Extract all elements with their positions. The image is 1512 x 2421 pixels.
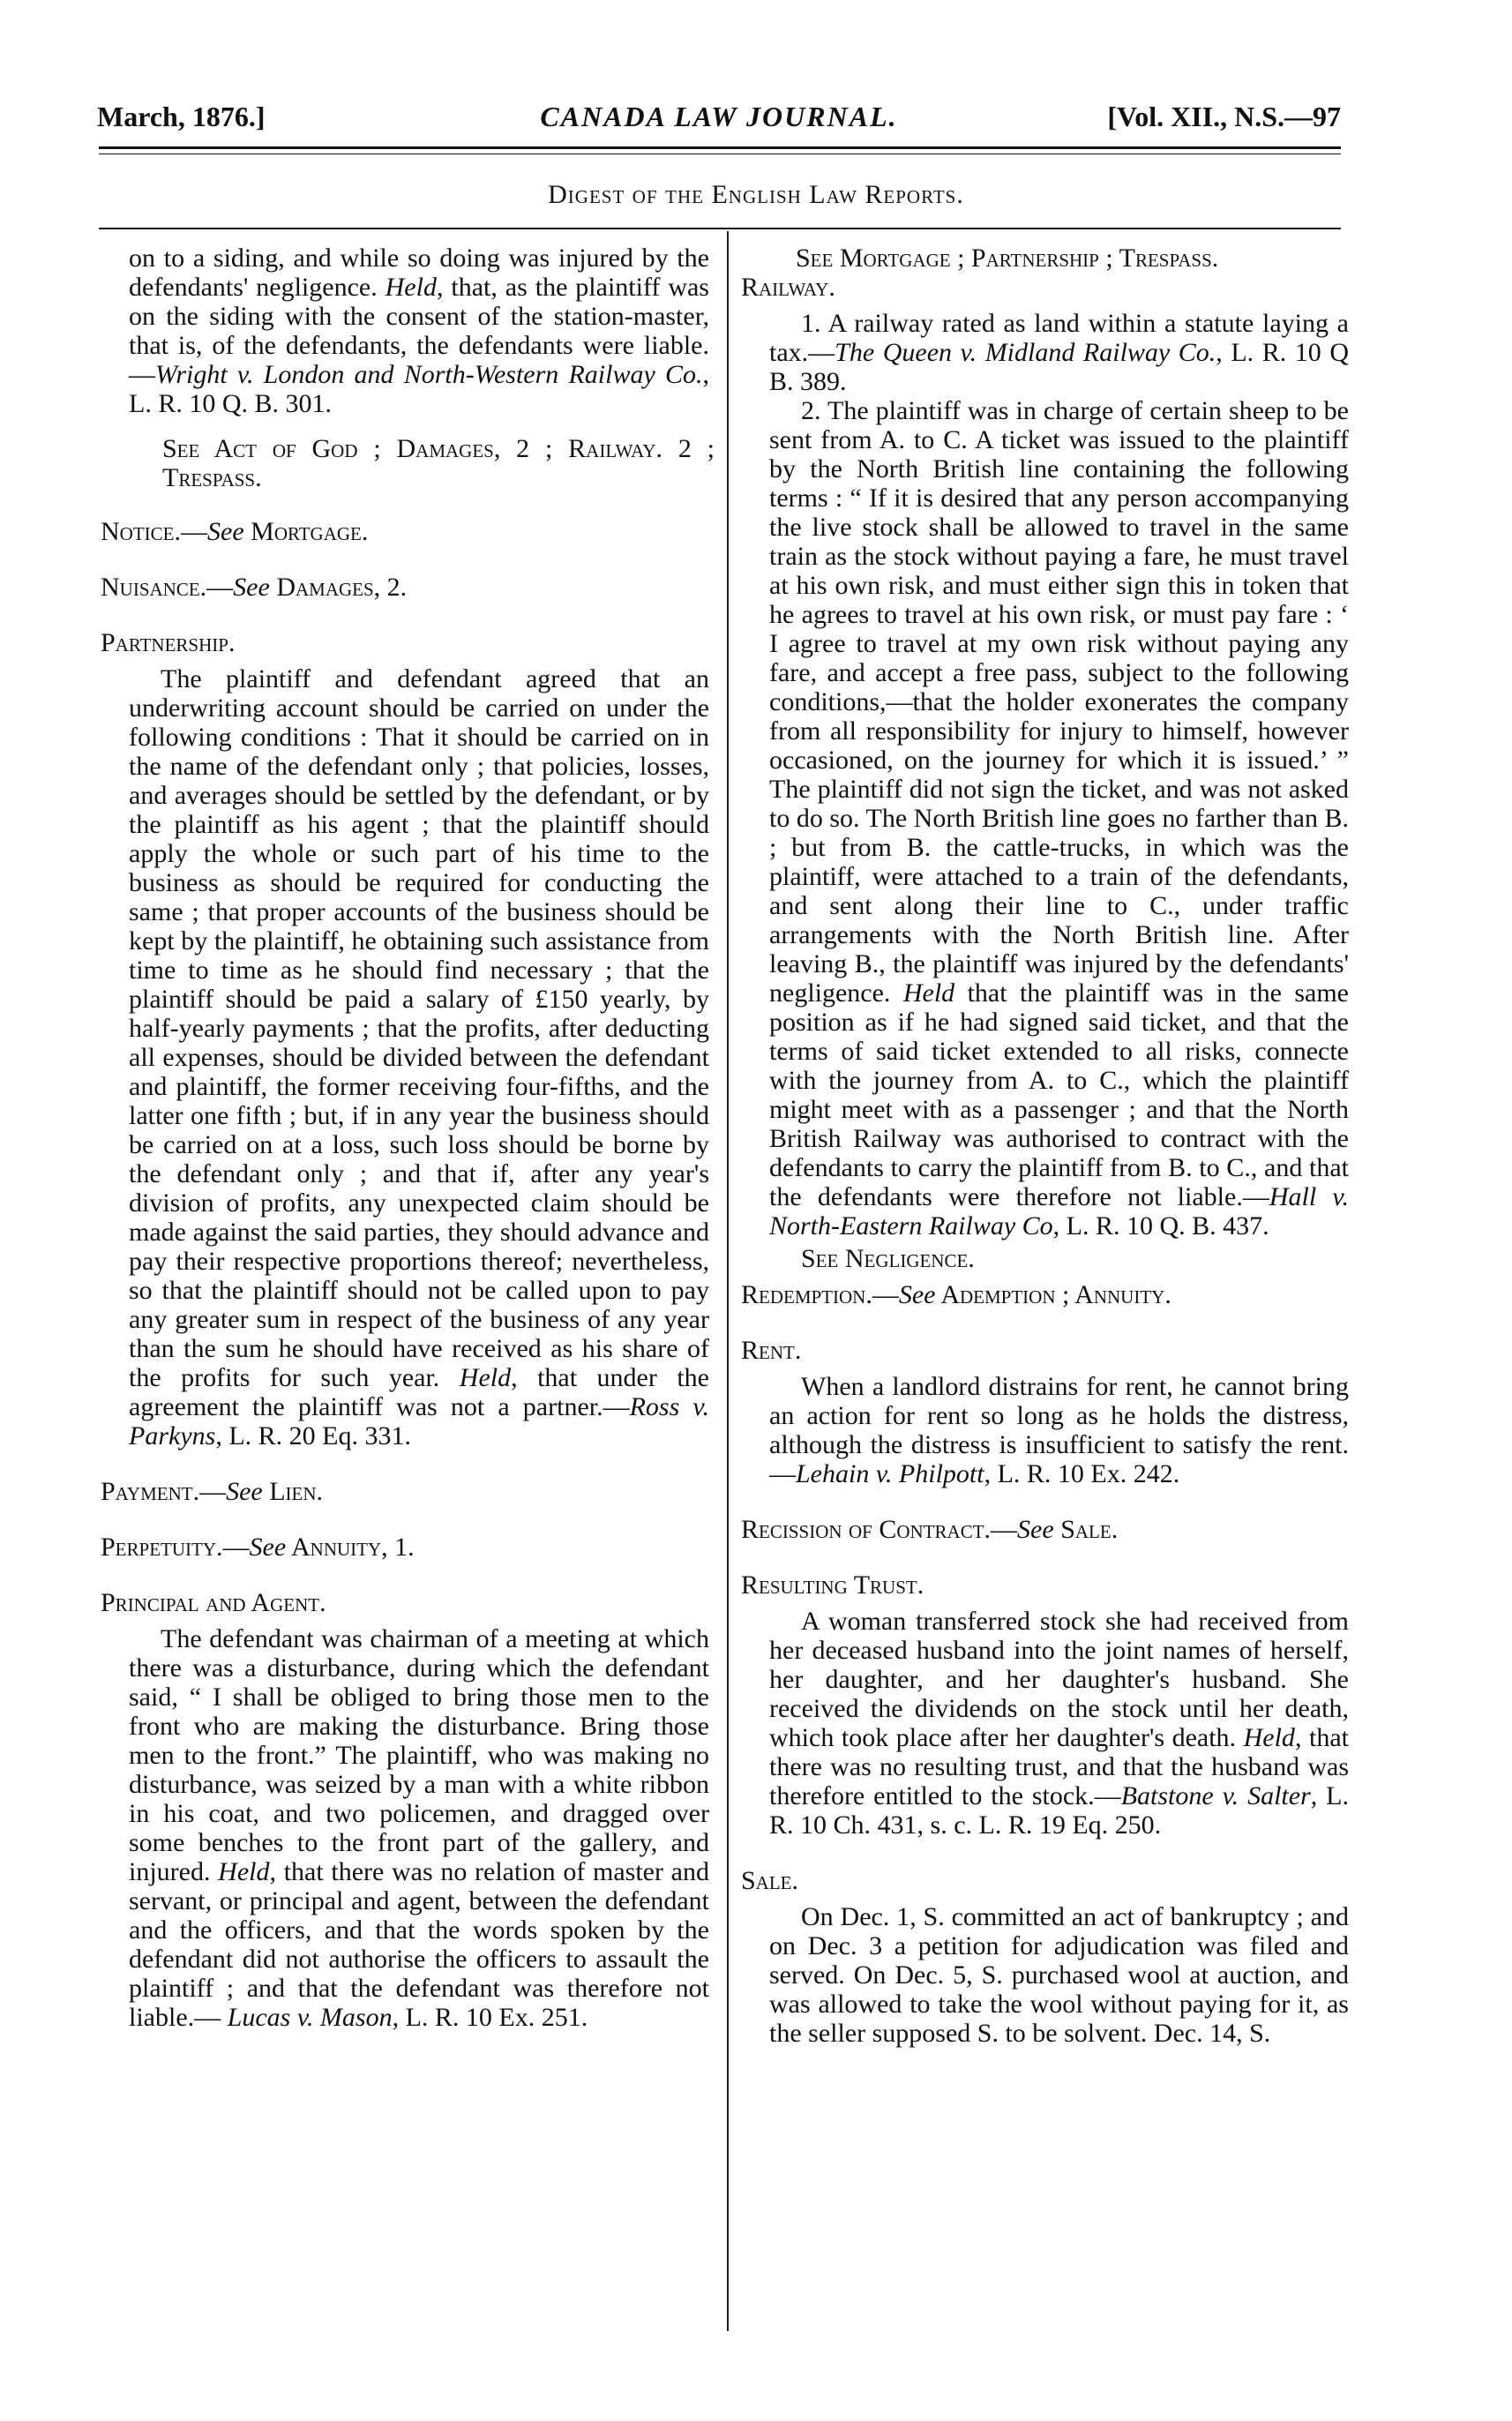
continued-entry [101,244,715,418]
principal-entry [101,1624,715,2032]
rent-text: When a landlord distrains for rent, he cannot bring an action for rent so long as he holds the distress, although the distress is insufficient to satisfy the rent.—Lehain v. Philpott, L. R. 10 Ex. 242. [769,1372,1349,1488]
issue-date: March, 1876.] [97,101,266,132]
heading-recission: Recission of Contract.—See Sale. [741,1515,1119,1544]
railway-entry-1: 1. A railway rated as land within a statute laying a tax.—The Queen v. Midland Railway Co., L. R. 10 Q B. 389. [769,309,1350,396]
heading-redemption: Redemption.—See Ademption ; Annuity. [741,1280,1171,1309]
heading-rent: Rent. [741,1336,802,1365]
case-name: Hall v. North-Eastern Railway Co [769,1182,1349,1240]
sale-entry [741,1902,1354,2048]
see-also-top: See Mortgage ; Partnership ; Trespass. [796,244,1219,273]
case-name: Lucas v. Mason [227,2003,393,2032]
case-name: Batstone v. Salter [1120,1781,1311,1810]
left-column [101,244,715,2032]
see-also-reference: See Act of God ; Damages, 2 ; Railway. 2 ; Trespass. [162,434,715,492]
case-name: Ross v. Parkyns [129,1392,709,1450]
journal-title: CANADA LAW JOURNAL. [540,101,898,132]
heading-resulting-trust: Resulting Trust. [741,1570,924,1600]
right-column [741,244,1354,2048]
section-title: Digest of the English Law Reports. [548,180,964,209]
heading-notice: Notice.—See Mortgage. [101,517,369,546]
principal-text: The defendant was chairman of a meeting at which there was a disturbance, during which the defendant said, “ I shall be obliged to bring those men to the front who are making the disturbance. Bring those men to the front.” The plaintiff, who was making no disturbance, was seized by a man with a white ribbon in his coat, and two policemen, and dragged over some benches to the front part of the gallery, and injured. Held, that there was no relation of master and servant, or principal and agent, between the defendant and the officers, and that the words spoken by the defendant did not authorise the officers to assault the plaintiff ; and that the defendant was therefore not liable.— Lucas v. Mason, L. R. 10 Ex. 251. [129,1624,709,2032]
heading-railway: Railway. [741,273,835,302]
partnership-text: The plaintiff and defendant agreed that an underwriting account should be carried on under the following conditions : That it should be carried on in the name of the defendant only ; that policies, losses, and averages should be settled by the defendant, or by the plaintiff as his agent ; that the plaintiff should apply the whole or such part of his time to the business as should be required for conducting the same ; that proper accounts of the business should be kept by the plaintiff, he obtaining such assistance from time to time as he should find necessary ; that the plaintiff should be paid a salary of £150 yearly, by half-yearly payments ; that the profits, after deducting all expenses, should be divided between the defendant and plaintiff, the former receiving four-fifths, and the latter one fifth ; but, if in any year the business should be carried on at a loss, such loss should be borne by the defendant only ; and that if, after any year's division of profits, any unexpected claim should be made against the said parties, they should advance and pay their respective proportions thereof; nevertheless, so that the plaintiff should not be called upon to pay any greater sum in respect of the business of any year than the sum he should have received as his share of the profits for such year. Held, that under the agreement the plaintiff was not a partner.—Ross v. Parkyns, L. R. 20 Eq. 331. [129,664,709,1450]
heading-nuisance: Nuisance.—See Damages, 2. [101,573,408,602]
sale-text: On Dec. 1, S. committed an act of bankruptcy ; and on Dec. 3 a petition for adjudication was filed and served. On Dec. 5, S. purchased wool at auction, and was allowed to take the wool without paying for it, as the seller supposed S. to be solvent. Dec. 14, S. [769,1902,1349,2048]
column-divider [727,231,729,2331]
railway-entries [741,309,1354,1273]
case-name: The Queen v. Midland Railway Co. [835,338,1216,367]
case-name: Lehain v. Philpott [796,1459,984,1488]
heading-partnership: Partnership. [101,628,236,657]
heading-sale: Sale. [741,1866,799,1895]
partnership-entry [101,664,715,1450]
volume-page: [Vol. XII., N.S.—97 [1107,101,1341,132]
rent-entry [741,1372,1354,1488]
header-rule-thick [99,146,1341,149]
railway-entry-2: 2. The plaintiff was in charge of certain sheep to be sent from A. to C. A ticket was issued to the plaintiff by the North British line containing the following terms : “ If it is desired that any person accompanying the live stock shall be allowed to travel in the same train as the stock without paying a fare, he must travel at his own risk, and must either sign this in token that he agrees to travel at his own risk, or must pay fare : ‘ I agree to travel at my own risk without paying any fare, and accept a free pass, subject to the following conditions,—that the holder exonerates the company from all responsibility for injury to himself, however occasioned, on the journey for which it is issued.’ ” The plaintiff did not sign the ticket, and was not asked to do so. The North British line goes no farther than B. ; but from B. the cattle-trucks, in which was the plaintiff, were attached to a train of the defendants, and sent along their line to C., under traffic arrangements with the North British line. After leaving B., the plaintiff was injured by the defendants' negligence. Held that the plaintiff was in the same position as if he had signed said ticket, and that the terms of said ticket extended to all risks, connecte with the journey from A. to C., which the plaintiff might meet with as a passenger ; and that the North British Railway was authorised to contract with the defendants to carry the plaintiff from B. to C., and that the defendants were therefore not liable.—Hall v. North-Eastern Railway Co, L. R. 10 Q. B. 437. [769,396,1349,1240]
section-rule [99,228,1341,229]
railway-see-reference: See Negligence. [801,1244,975,1273]
continued-entry-text: on to a siding, and while so doing was injured by the defendants' negligence. Held, that, as the plaintiff was on the siding with the consent of the station-master, that is, of the defendants, the defendants were liable.—Wright v. London and North-Western Railway Co., L. R. 10 Q. B. 301. [129,244,709,418]
heading-principal-and-agent: Principal and Agent. [101,1588,326,1617]
resulting-trust-entry [741,1607,1354,1840]
running-header [97,95,1341,139]
case-name: Wright v. London and North-Western Railway Co. [155,360,703,389]
heading-payment: Payment.—See Lien. [101,1477,324,1506]
resulting-trust-text: A woman transferred stock she had received from her deceased husband into the joint names of herself, her daughter, and her daughter's husband. She received the dividends on the stock until her death, which took place after her daughter's death. Held, that there was no resulting trust, and that the husband was therefore entitled to the stock.—Batstone v. Salter, L. R. 10 Ch. 431, s. c. L. R. 19 Eq. 250. [769,1607,1349,1840]
heading-perpetuity: Perpetuity.—See Annuity, 1. [101,1533,415,1562]
